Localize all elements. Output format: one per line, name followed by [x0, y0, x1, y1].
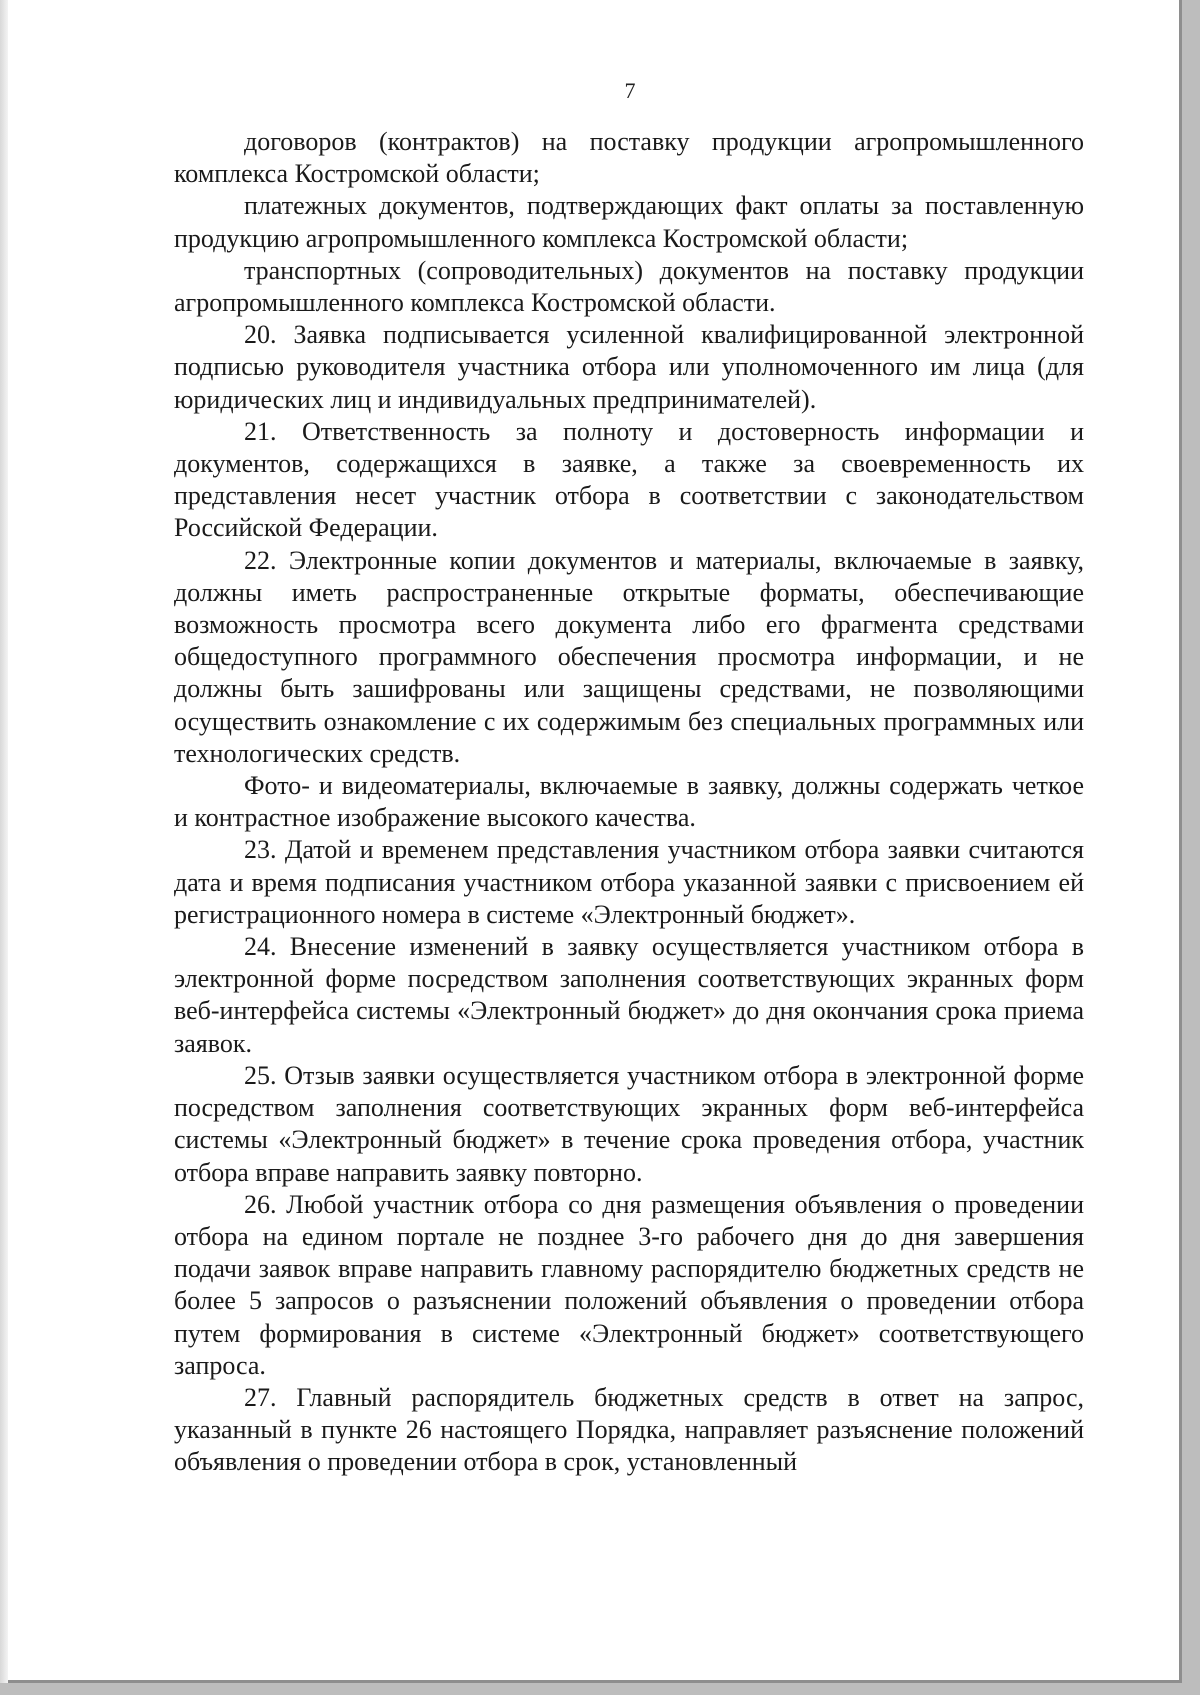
paragraph-item-20: 20. Заявка подписывается усиленной квалифицированной электронной подписью руководителя участника отбора или уполномоченного им лица (для юридических лиц и индивидуальных предпринимателей). — [174, 320, 1084, 414]
paragraph-item-22: 22. Электронные копии документов и материалы, включаемые в заявку, должны иметь распространенные открытые форматы, обеспечивающие возможность просмотра всего документа либо его фрагмента средствами общедоступного программного обеспечения просмотра информации, и не должны быть зашифрованы или защищены средствами, не позволяющими осуществить ознакомление с их содержимым без специальных программных или технологических средств. — [174, 545, 1084, 768]
paragraph-payment-documents: платежных документов, подтверждающих факт оплаты за поставленную продукцию агропромышленного комплекса Костромской области; — [174, 191, 1084, 253]
paragraph-item-21: 21. Ответственность за полноту и достоверность информации и документов, содержащихся в заявке, а также за своевременность их представления несет участник отбора в соответствии с законодательством Российской Федерации. — [174, 416, 1084, 543]
paragraph-item-26: 26. Любой участник отбора со дня размещения объявления о проведении отбора на едином портале не позднее 3-го рабочего дня до дня завершения подачи заявок вправе направить главному распорядителю бюджетных средств не более 5 запросов о разъяснении положений объявления о проведении отбора путем формирования в системе «Электронный бюджет» соответствующего запроса. — [174, 1189, 1084, 1380]
paragraph-contracts-continuation: договоров (контрактов) на поставку продукции агропромышленного комплекса Костромской области; — [174, 127, 1084, 189]
paragraph-photo-video: Фото- и видеоматериалы, включаемые в заявку, должны содержать четкое и контрастное изображение высокого качества. — [174, 771, 1084, 833]
paragraph-item-27: 27. Главный распорядитель бюджетных средств в ответ на запрос, указанный в пункте 26 настоящего Порядка, направляет разъяснение положений объявления о проведении отбора в срок, установленный — [174, 1382, 1084, 1477]
paragraph-item-25: 25. Отзыв заявки осуществляется участником отбора в электронной форме посредством заполнения соответствующих экранных форм веб-интерфейса системы «Электронный бюджет» в течение срока проведения отбора, участник отбора вправе направить заявку повторно. — [174, 1060, 1084, 1187]
page-number: 7 — [624, 78, 636, 103]
paragraph-item-23: 23. Датой и временем представления участником отбора заявки считаются дата и время подписания участником отбора указанной заявки с присвоением ей регистрационного номера в системе «Электронный бюджет». — [174, 835, 1084, 929]
paragraph-transport-documents: транспортных (сопроводительных) документов на поставку продукции агропромышленного комплекса Костромской области. — [174, 255, 1084, 318]
paragraph-item-24: 24. Внесение изменений в заявку осуществляется участником отбора в электронной форме посредством заполнения соответствующих экранных форм веб-интерфейса системы «Электронный бюджет» до дня окончания срока приема заявок. — [174, 932, 1084, 1058]
scan-edge — [0, 0, 8, 1683]
document-body — [174, 126, 1084, 1479]
